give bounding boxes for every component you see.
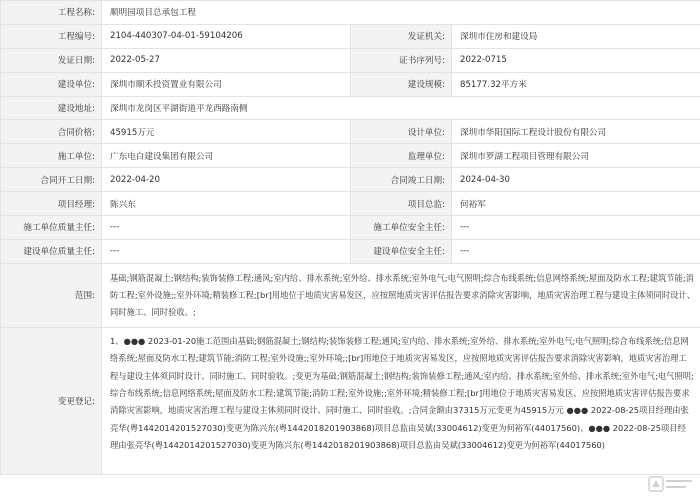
change-value: 1、●●● 2023-01-20施工范围由基础;钢筋混凝土;钢结构;装饰装修工程;通风;室内给、排水系统;室外给、排水系统;室外电气;电气照明;综合布线系统;信息网络系统;屋面及防水工程;建筑节能;消防工程;室外设施;;室外环境;;[br]用地位于地质灾害易发区，应按照地质灾害评估报告要求消除灾害影响，地质灾害治理工程与建设主体须同时设计、同时施工、同时验收。;变更为基础;钢筋混凝土;钢结构;装饰装修工程;通风;室内给、排水系统;室外给、排水系统;室外电气;电气照明;综合布线系统;信息网络系统;屋面及防水工程;建筑节能;消防工程;室外设施;;室外环境;精装修工程;[br]用地位于地质灾害易发区，应按照地质灾害评估报告要求消除灾害影响，地质灾害治理工程与建设主体须同时设计、同时施工、同时验收。;合同金额由37315万元变更为45915万元 ●●● 2022-08-25项目经理由张亮华(粤1442014201527030)变更为陈兴东(粤1442018201903868)项目总监由吴斌(33004612)变更为何裕军(44017560)、●●● 2022-08-25项目经理由张亮华(粤1442014201527030)变更为陈兴东(粤1442018201903868)项目总监由吴斌(33004612)变更为何裕军(44017560) bbox=[102, 327, 700, 474]
row-issue-date bbox=[1, 48, 700, 72]
row-construction-unit bbox=[1, 144, 700, 168]
builder-value: 深圳市顺禾投资置业有限公司 bbox=[102, 72, 351, 96]
project-no-value: 2104-440307-04-01-59104206 bbox=[102, 24, 351, 48]
scope-label: 范围: bbox=[1, 263, 102, 327]
watermark-logo-icon bbox=[648, 474, 694, 494]
issuer-value: 深圳市住房和建设局 bbox=[452, 24, 700, 48]
supervision-unit-value: 深圳市罗湖工程项目管理有限公司 bbox=[452, 144, 700, 168]
design-unit-label: 设计单位: bbox=[351, 120, 452, 144]
project-name-label: 工程名称: bbox=[1, 1, 102, 25]
address-value: 深圳市龙岗区平湖街道平龙西路南侧 bbox=[102, 96, 700, 120]
bu-safety-label: 建设单位安全主任: bbox=[351, 239, 452, 263]
row-builder-officers bbox=[1, 239, 700, 263]
design-unit-value: 深圳市华阳国际工程设计股份有限公司 bbox=[452, 120, 700, 144]
chief-supervisor-label: 项目总监: bbox=[351, 192, 452, 216]
chief-supervisor-value: 何裕军 bbox=[452, 192, 700, 216]
row-change-registration bbox=[1, 327, 700, 474]
cu-safety-value: --- bbox=[452, 216, 700, 240]
construction-unit-value: 广东电白建设集团有限公司 bbox=[102, 144, 351, 168]
cu-quality-value: --- bbox=[102, 216, 351, 240]
start-date-value: 2022-04-20 bbox=[102, 168, 351, 192]
scale-label: 建设规模: bbox=[351, 72, 452, 96]
builder-label: 建设单位: bbox=[1, 72, 102, 96]
cert-serial-value: 2022-0715 bbox=[452, 48, 700, 72]
cu-quality-label: 施工单位质量主任: bbox=[1, 216, 102, 240]
contract-price-value: 45915万元 bbox=[102, 120, 351, 144]
issuer-label: 发证机关: bbox=[351, 24, 452, 48]
bu-quality-value: --- bbox=[102, 239, 351, 263]
row-managers bbox=[1, 192, 700, 216]
end-date-value: 2024-04-30 bbox=[452, 168, 700, 192]
issue-date-value: 2022-05-27 bbox=[102, 48, 351, 72]
row-project-name bbox=[1, 1, 700, 25]
project-no-label: 工程编号: bbox=[1, 24, 102, 48]
row-project-no bbox=[1, 24, 700, 48]
cert-serial-label: 证书序列号: bbox=[351, 48, 452, 72]
row-scope bbox=[1, 263, 700, 327]
end-date-label: 合同竣工日期: bbox=[351, 168, 452, 192]
project-name-value: 顺明园项目总承包工程 bbox=[102, 1, 700, 25]
cu-safety-label: 施工单位安全主任: bbox=[351, 216, 452, 240]
bu-quality-label: 建设单位质量主任: bbox=[1, 239, 102, 263]
construction-unit-label: 施工单位: bbox=[1, 144, 102, 168]
supervision-unit-label: 监理单位: bbox=[351, 144, 452, 168]
row-contract-dates bbox=[1, 168, 700, 192]
row-construction-unit-officers bbox=[1, 216, 700, 240]
scale-value: 85177.32平方米 bbox=[452, 72, 700, 96]
address-label: 建设地址: bbox=[1, 96, 102, 120]
change-label: 变更登记: bbox=[1, 327, 102, 474]
start-date-label: 合同开工日期: bbox=[1, 168, 102, 192]
contract-price-label: 合同价格: bbox=[1, 120, 102, 144]
row-address bbox=[1, 96, 700, 120]
row-contract-price bbox=[1, 120, 700, 144]
pm-label: 项目经理: bbox=[1, 192, 102, 216]
watermark-logo bbox=[648, 474, 694, 494]
issue-date-label: 发证日期: bbox=[1, 48, 102, 72]
row-builder bbox=[1, 72, 700, 96]
bu-safety-value: --- bbox=[452, 239, 700, 263]
scope-value: 基础;钢筋混凝土;钢结构;装饰装修工程;通风;室内给、排水系统;室外给、排水系统;室外电气;电气照明;综合布线系统;信息网络系统;屋面及防水工程;建筑节能;消防工程;室外设施;;室外环境;精装修工程;[br]用地位于地质灾害易发区，应按照地质灾害评估报告要求消除灾害影响，地质灾害治理工程与建设主体须同时设计、同时施工、同时验收。; bbox=[102, 263, 700, 327]
pm-value: 陈兴东 bbox=[102, 192, 351, 216]
